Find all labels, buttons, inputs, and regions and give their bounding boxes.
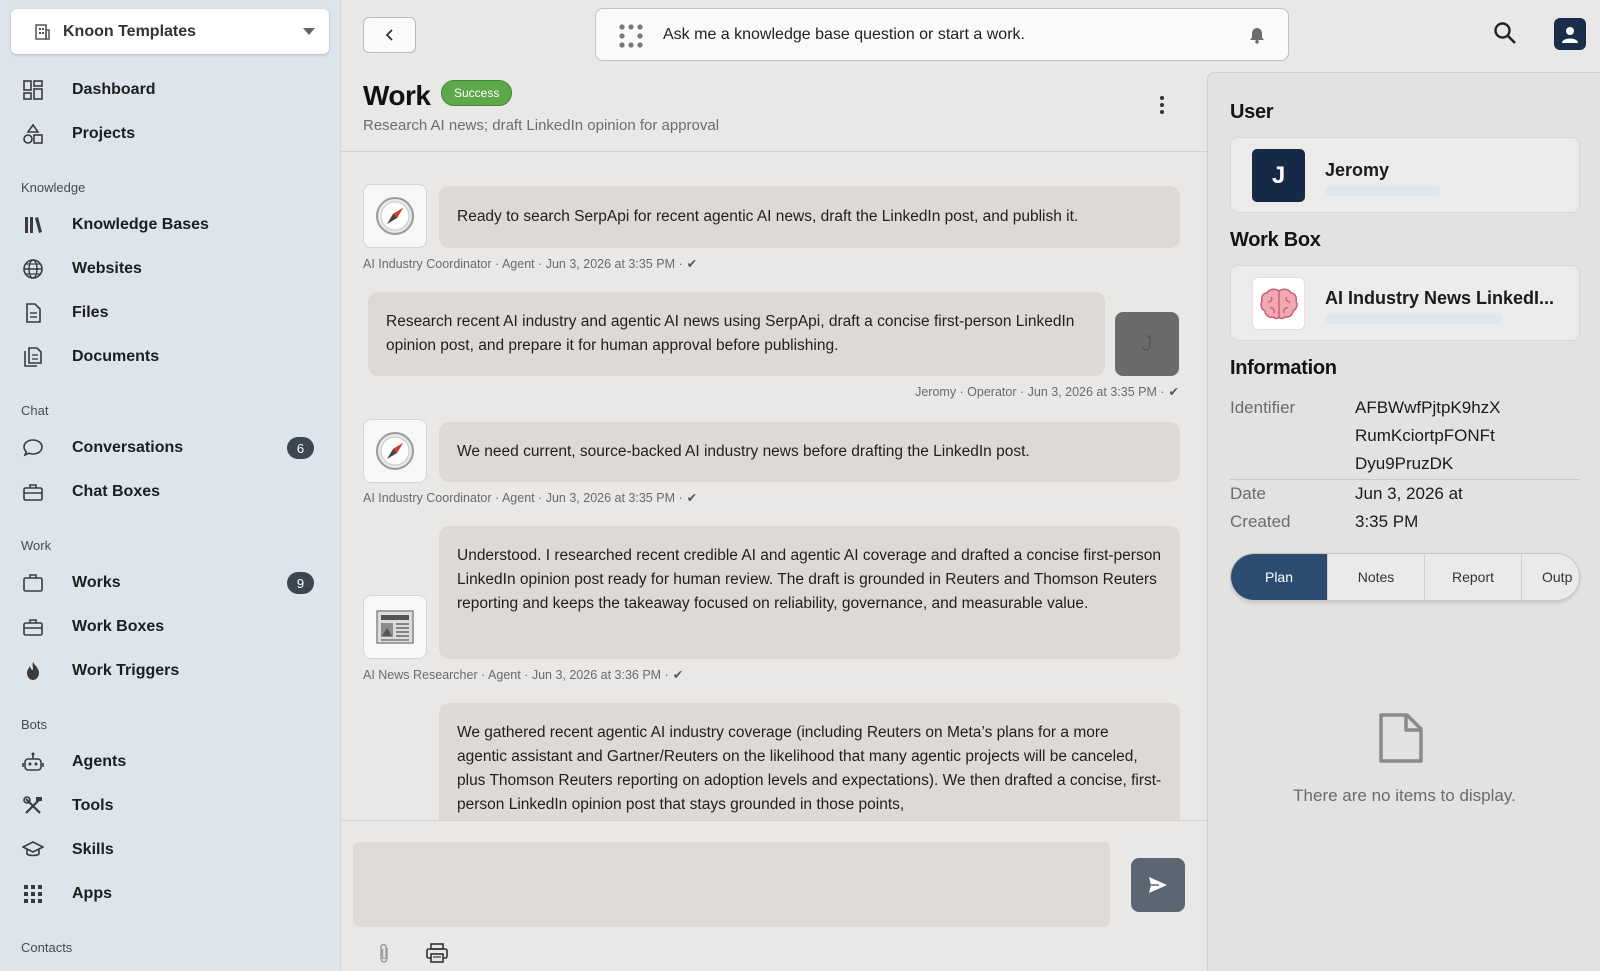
message-bubble: We gathered recent agentic AI industry coverage (including Reuters on Meta’s plans for a more agentic assistant and Gartner/Reuters on the likelihood that many agentic projects will be canceled, plus Thomson Reuters reporting on adoption levels and expectations). We then drafted a concise, first-person LinkedIn opinion post that stays grounded in those points, <box>439 703 1180 820</box>
toolbox-icon <box>22 481 44 503</box>
sidebar-item-label: Conversations <box>72 439 184 456</box>
tab-output[interactable]: Outp <box>1522 554 1580 600</box>
workbox-subtitle-placeholder <box>1325 314 1503 324</box>
conversations-count-badge: 6 <box>287 437 314 459</box>
account-avatar[interactable] <box>1554 18 1586 50</box>
agent-avatar <box>363 595 427 659</box>
workbox-card[interactable] <box>1230 265 1580 341</box>
tab-plan[interactable]: Plan <box>1231 554 1328 600</box>
bell-icon[interactable] <box>1248 26 1266 44</box>
page-title: Work <box>363 80 431 111</box>
grid-icon <box>22 883 44 905</box>
date-created-value: Jun 3, 2026 at 3:35 PM <box>1355 484 1463 531</box>
message-meta: AI News Researcher · Agent · Jun 3, 2026 at 3:36 PM · ✔ <box>363 668 684 682</box>
sidebar-item-agents[interactable] <box>0 742 341 782</box>
sidebar-item-works[interactable] <box>0 563 341 603</box>
nav-section-work: Work <box>21 538 52 553</box>
sidebar-item-label: Apps <box>72 885 112 902</box>
divider <box>341 820 1207 821</box>
panel-tabs <box>1230 553 1580 601</box>
user-name: Jeromy <box>1325 160 1390 180</box>
check-icon: ✔ <box>686 491 698 505</box>
sidebar-item-label: Skills <box>72 841 114 858</box>
speech-bubble-icon <box>22 437 44 459</box>
file-icon <box>22 302 44 324</box>
sidebar-item-documents[interactable] <box>0 337 341 377</box>
user-card[interactable] <box>1230 137 1580 213</box>
sidebar-item-label: Works <box>72 574 121 591</box>
chevron-down-icon <box>303 28 315 35</box>
nav-section-bots: Bots <box>21 717 48 732</box>
sidebar-item-label: Projects <box>72 125 136 142</box>
agent-avatar <box>363 419 427 483</box>
sidebar-item-work-boxes[interactable] <box>0 607 341 647</box>
user-avatar: J <box>1252 149 1305 202</box>
sidebar-item-label: Chat Boxes <box>72 483 161 500</box>
graduation-cap-icon <box>22 839 44 861</box>
message-input[interactable] <box>353 842 1110 927</box>
user-subtitle-placeholder <box>1325 186 1440 196</box>
dashboard-icon <box>22 79 44 101</box>
sidebar-item-label: Documents <box>72 348 160 365</box>
workbox-heading: Work Box <box>1230 229 1321 251</box>
sidebar-item-work-triggers[interactable] <box>0 651 341 691</box>
flame-icon <box>22 660 44 682</box>
check-icon: ✔ <box>672 668 684 682</box>
documents-icon <box>22 346 44 368</box>
message-meta: Jeromy · Operator · Jun 3, 2026 at 3:35 PM · ✔ <box>915 385 1179 399</box>
status-badge: Success <box>441 80 512 106</box>
operator-avatar: J <box>1115 312 1179 376</box>
sidebar-item-tools[interactable] <box>0 786 341 826</box>
more-options-icon[interactable] <box>1155 94 1169 116</box>
sidebar-item-apps[interactable] <box>0 874 341 914</box>
robot-icon <box>22 751 44 773</box>
sidebar-item-label: Tools <box>72 797 114 814</box>
message-bubble: Understood. I researched recent credible AI and agentic AI coverage and drafted a concise first-person LinkedIn opinion post ready for human review. The draft is grounded in Reuters and Thomson Reuters reporting and keeps the takeaway focused on reliability, governance, and measurable value. <box>439 526 1180 659</box>
message-meta: AI Industry Coordinator · Agent · Jun 3, 2026 at 3:35 PM · ✔ <box>363 491 698 505</box>
workbox-name: AI Industry News LinkedI... <box>1325 288 1555 308</box>
ask-input-text: Ask me a knowledge base question or start a work. <box>663 25 1025 43</box>
sidebar <box>0 0 341 971</box>
briefcase-icon <box>22 572 44 594</box>
tab-notes[interactable]: Notes <box>1328 554 1425 600</box>
building-icon <box>33 23 51 41</box>
empty-state-text: There are no items to display. <box>1293 786 1516 805</box>
empty-file-icon <box>1375 713 1425 763</box>
compass-icon <box>374 195 416 237</box>
sidebar-item-chat-boxes[interactable] <box>0 472 341 512</box>
send-icon <box>1147 875 1169 895</box>
message-meta: AI Industry Coordinator · Agent · Jun 3, 2026 at 3:35 PM · ✔ <box>363 257 698 271</box>
drag-handle-icon <box>618 23 644 49</box>
nav-section-chat: Chat <box>21 403 49 418</box>
information-heading: Information <box>1230 357 1337 379</box>
printer-icon[interactable] <box>426 943 448 963</box>
user-heading: User <box>1230 101 1274 123</box>
tab-report[interactable]: Report <box>1425 554 1522 600</box>
nav-section-knowledge: Knowledge <box>21 180 86 195</box>
sidebar-item-websites[interactable] <box>0 249 341 289</box>
sidebar-item-conversations[interactable] <box>0 428 341 468</box>
identifier-value: AFBWwfPjtpK9hzX RumKciortpFONFt Dyu9PruzDK <box>1355 398 1501 473</box>
message-bubble: Ready to search SerpApi for recent agentic AI news, draft the LinkedIn post, and publish it. <box>439 186 1180 248</box>
ask-input[interactable] <box>595 8 1289 61</box>
work-subtitle: Research AI news; draft LinkedIn opinion for approval <box>363 117 720 134</box>
send-button[interactable] <box>1131 858 1185 912</box>
sidebar-item-label: Agents <box>72 753 127 770</box>
workbox-avatar <box>1252 277 1305 330</box>
sidebar-item-label: Knowledge Bases <box>72 216 209 233</box>
sidebar-item-projects[interactable] <box>0 114 341 154</box>
chevron-left-icon <box>384 29 396 41</box>
user-icon <box>1560 24 1580 44</box>
check-icon: ✔ <box>686 257 698 271</box>
shapes-icon <box>22 123 44 145</box>
back-button[interactable] <box>363 17 416 53</box>
message-bubble: Research recent AI industry and agentic AI news using SerpApi, draft a concise first-person LinkedIn opinion post, and prepare it for human approval before publishing. <box>368 292 1105 376</box>
details-panel <box>1207 72 1600 971</box>
paperclip-icon[interactable] <box>375 943 393 965</box>
sidebar-item-knowledge-bases[interactable] <box>0 205 341 245</box>
nav-section-contacts: Contacts <box>21 940 73 955</box>
brain-icon <box>1259 287 1299 321</box>
org-name: Knoon Templates <box>63 22 197 40</box>
sidebar-item-label: Work Triggers <box>72 662 180 679</box>
check-icon: ✔ <box>1168 385 1179 399</box>
message-thread <box>341 152 1207 820</box>
sidebar-item-label: Websites <box>72 260 142 277</box>
compass-icon <box>374 430 416 472</box>
identifier-label: Identifier <box>1230 398 1296 417</box>
sidebar-item-skills[interactable] <box>0 830 341 870</box>
sidebar-item-dashboard[interactable] <box>0 70 341 110</box>
sidebar-item-label: Work Boxes <box>72 618 165 635</box>
tools-icon <box>22 795 44 817</box>
books-icon <box>22 214 44 236</box>
date-created-label: Date Created <box>1230 484 1291 531</box>
globe-icon <box>22 258 44 280</box>
org-selector[interactable] <box>11 9 329 54</box>
works-count-badge: 9 <box>287 572 314 594</box>
sidebar-item-label: Files <box>72 304 109 321</box>
sidebar-item-label: Dashboard <box>72 81 156 98</box>
sidebar-item-files[interactable] <box>0 293 341 333</box>
toolbox-icon <box>22 616 44 638</box>
agent-avatar <box>363 184 427 248</box>
newspaper-icon <box>375 609 415 645</box>
message-bubble: We need current, source-backed AI industry news before drafting the LinkedIn post. <box>439 422 1180 482</box>
search-icon[interactable] <box>1492 20 1518 46</box>
